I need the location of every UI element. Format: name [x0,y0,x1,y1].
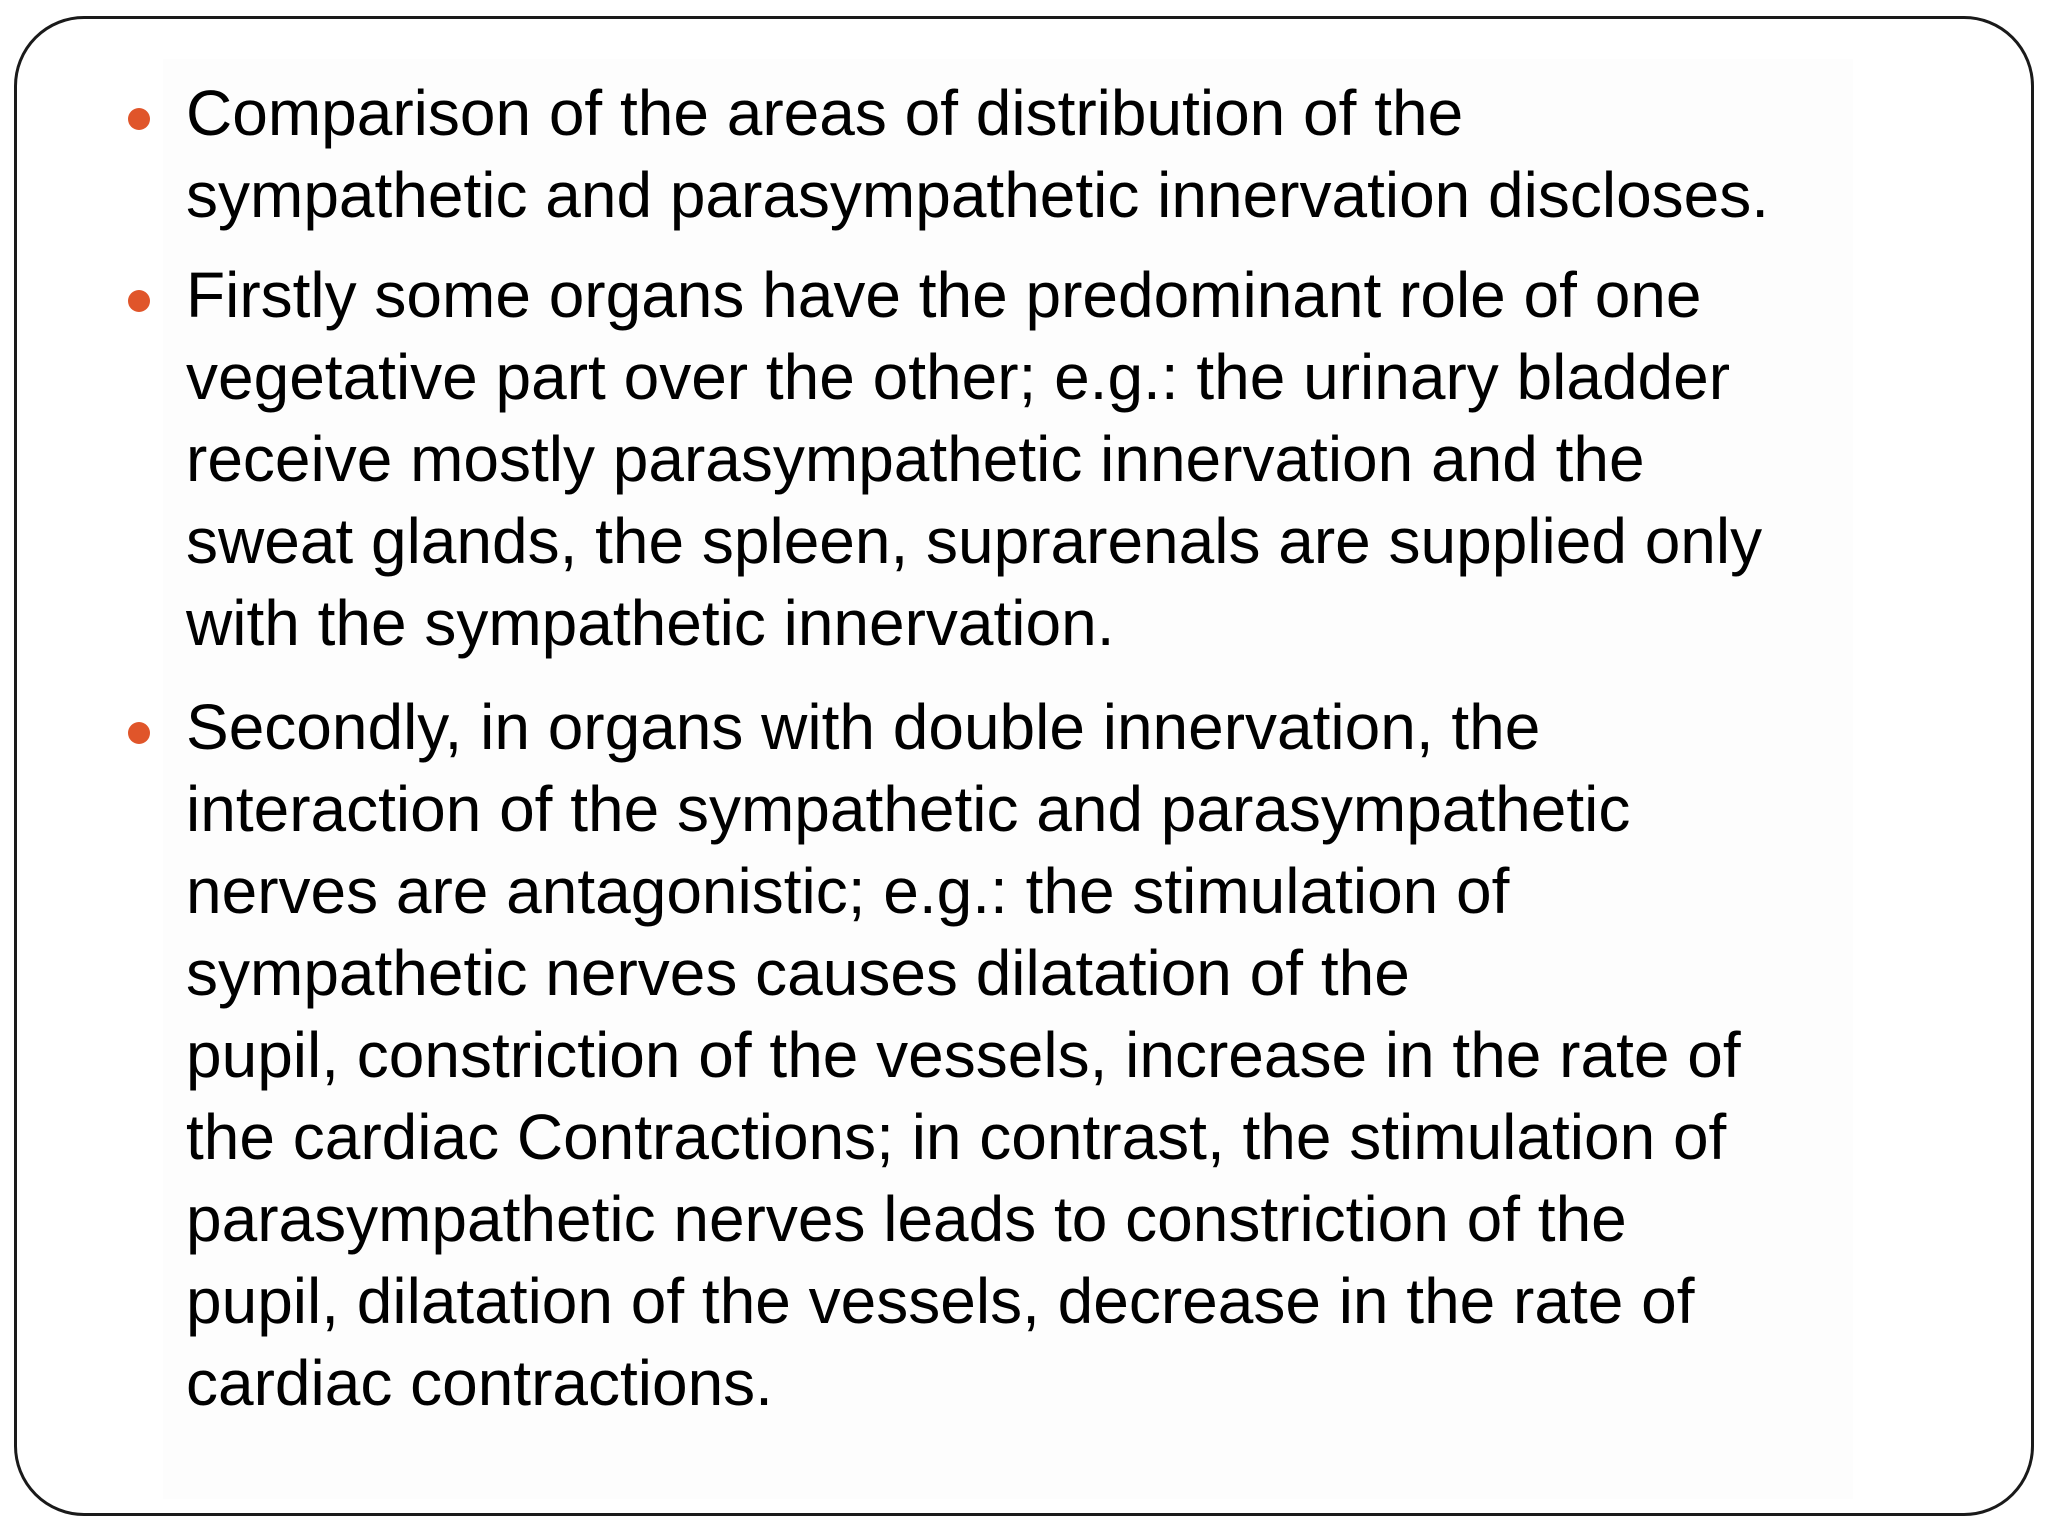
bullet-line: interaction of the sympathetic and parasympathetic [186,773,1631,845]
bullet-text [186,686,1741,1424]
bullet-dot-icon [128,290,150,312]
bullet-dot-icon [128,108,150,130]
bullet-text [186,72,1769,236]
bullet-line: pupil, constriction of the vessels, increase in the rate of [186,1019,1741,1091]
bullet-line: sympathetic nerves causes dilatation of the [186,937,1410,1009]
bullet-text [186,254,1762,664]
bullet-line: receive mostly parasympathetic innervation and the [186,423,1645,495]
bullet-line: pupil, dilatation of the vessels, decrease in the rate of [186,1265,1695,1337]
bullet-line: sweat glands, the spleen, suprarenals are supplied only [186,505,1763,577]
bullet-line: sympathetic and parasympathetic innervation discloses. [186,159,1770,231]
bullet-line: the cardiac Contractions; in contrast, the stimulation of [186,1101,1727,1173]
bullet-line: Secondly, in organs with double innervation, the [186,691,1541,763]
bullet-line: vegetative part over the other; e.g.: the urinary bladder [186,341,1731,413]
bullet-line: cardiac contractions. [186,1347,773,1419]
bullet-line: Comparison of the areas of distribution of the [186,77,1464,149]
bullet-dot-icon [128,722,150,744]
bullet-line: with the sympathetic innervation. [186,587,1115,659]
bullet-line: nerves are antagonistic; e.g.: the stimulation of [186,855,1510,927]
bullet-line: parasympathetic nerves leads to constriction of the [186,1183,1627,1255]
bullet-line: Firstly some organs have the predominant role of one [186,259,1702,331]
